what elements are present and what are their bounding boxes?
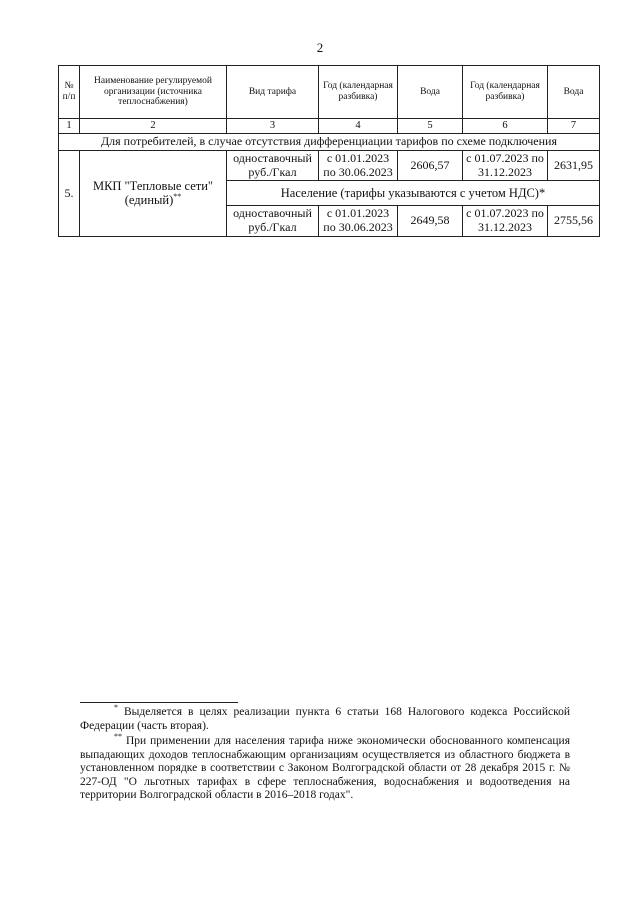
header-organization: Наименование регулируемой организации (источника теплоснабжения) [80,66,227,119]
footnote-1 [80,703,571,733]
period-first-half: с 01.01.2023 по 30.06.2023 [319,150,398,181]
organization-label: МКП "Тепловые сети" (единый) [92,179,214,208]
index-cell: 5 [398,119,463,134]
index-cell: 2 [80,119,227,134]
value-second-half: 2631,95 [548,150,600,181]
organization-footnote-mark: ** [173,192,182,202]
header-row [59,66,600,119]
tariff-kind: одноставочный руб./Гкал [227,150,319,181]
population-tariff-kind: одноставочный руб./Гкал [227,206,319,237]
index-cell: 7 [548,119,600,134]
header-water-2: Вода [548,66,600,119]
header-num: № п/п [59,66,80,119]
value-first-half: 2606,57 [398,150,463,181]
footnote-2-mark: ** [114,732,122,742]
index-cell: 1 [59,119,80,134]
population-value-second-half: 2755,56 [548,206,600,237]
footnote-2 [80,732,570,803]
header-tariff-type: Вид тарифа [227,66,319,119]
period-second-half: с 01.07.2023 по 31.12.2023 [463,150,548,181]
group-row [59,134,600,151]
header-year-1: Год (календарная разбивка) [319,66,398,119]
population-period-first-half: с 01.01.2023 по 30.06.2023 [319,206,398,237]
row-number: 5. [59,150,80,236]
population-title: Население (тарифы указываются с учетом НДС)* [227,181,600,206]
footnote-divider [80,702,238,703]
table-row [59,150,600,181]
index-row [59,119,600,134]
tariff-table [58,65,600,237]
group-title: Для потребителей, в случае отсутствия дифференциации тарифов по схеме подключения [59,134,600,151]
page-number: 2 [316,40,324,55]
footnote-1-mark: * [114,703,118,713]
header-water-1: Вода [398,66,463,119]
index-cell: 6 [463,119,548,134]
header-year-2: Год (календарная разбивка) [463,66,548,119]
footnote-2-text: При применении для населения тарифа ниже экономически обоснованного компенсация выпадающих доходов теплоснабжающим организациям осуществляется из областного бюджета в установленном порядке в соответствии с Законом Волгоградской области от 28 декабря 2015 г. № 227-ОД "О льготных тарифах в сфере теплоснабжения, водоснабжения и водоотведения на территории Волгоградской области в 2016–2018 годах". [80,735,570,801]
population-value-first-half: 2649,58 [398,206,463,237]
index-cell: 3 [227,119,319,134]
organization-name [80,150,227,236]
population-period-second-half: с 01.07.2023 по 31.12.2023 [463,206,548,237]
footnote-1-text: Выделяется в целях реализации пункта 6 статьи 168 Налогового кодекса Российской Федерации (часть вторая). [80,706,571,732]
index-cell: 4 [319,119,398,134]
footnotes [80,703,571,805]
